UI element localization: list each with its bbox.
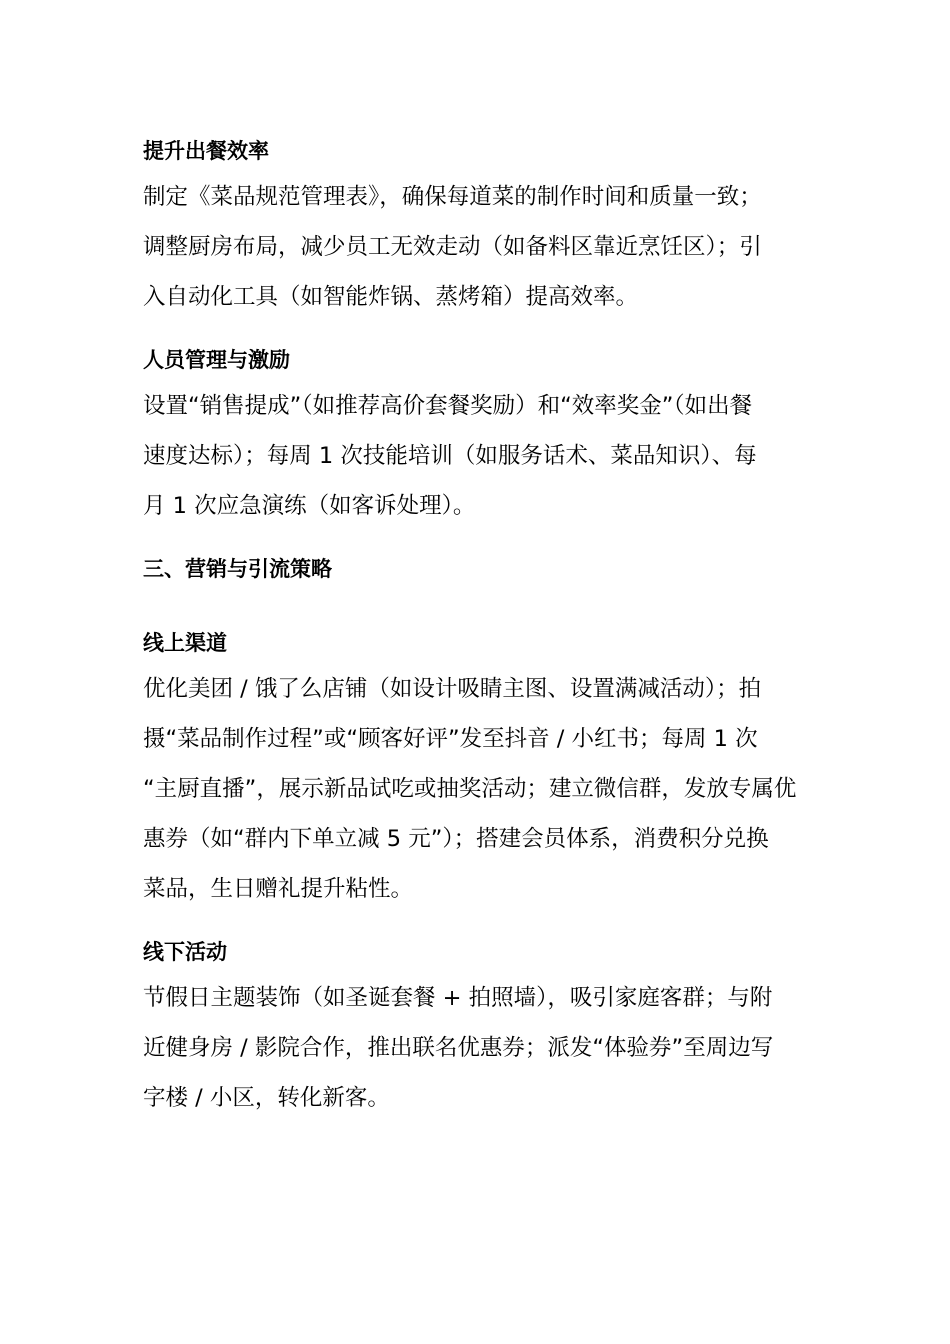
- paragraph-line: 惠券（如“群内下单立减 5 元”）；搭建会员体系，消费积分兑换: [143, 826, 769, 852]
- section-heading-offline: 线下活动: [143, 940, 227, 964]
- paragraph-line: “主厨直播”，展示新品试吃或抽奖活动；建立微信群，发放专属优: [143, 776, 797, 802]
- paragraph-offline: [143, 973, 809, 1123]
- paragraph-line: 入自动化工具（如智能炸锅、蒸烤箱）提高效率。: [143, 284, 639, 310]
- document-page: [143, 136, 809, 1123]
- paragraph-online: [143, 664, 809, 914]
- section-heading-staff: 人员管理与激励: [143, 348, 290, 372]
- paragraph-staff: [143, 381, 809, 531]
- paragraph-line: 速度达标）；每周 1 次技能培训（如服务话术、菜品知识）、每: [143, 443, 757, 469]
- paragraph-line: 设置“销售提成”（如推荐高价套餐奖励）和“效率奖金”（如出餐: [143, 393, 753, 419]
- paragraph-line: 优化美团 / 饿了么店铺（如设计吸睛主图、设置满减活动）；拍: [143, 676, 762, 702]
- paragraph-line: 近健身房 / 影院合作，推出联名优惠券；派发“体验券”至周边写: [143, 1035, 774, 1061]
- paragraph-line: 月 1 次应急演练（如客诉处理）。: [143, 493, 476, 519]
- paragraph-line: 节假日主题装饰（如圣诞套餐 + 拍照墙），吸引家庭客群；与附: [143, 985, 773, 1011]
- paragraph-line: 字楼 / 小区，转化新客。: [143, 1085, 390, 1111]
- section-heading-online: 线上渠道: [143, 631, 227, 655]
- major-heading-marketing: 三、营销与引流策略: [143, 557, 332, 581]
- paragraph-line: 调整厨房布局，减少员工无效走动（如备料区靠近烹饪区）；引: [143, 234, 762, 260]
- paragraph-line: 菜品，生日赠礼提升粘性。: [143, 876, 414, 902]
- section-heading-efficiency: 提升出餐效率: [143, 139, 269, 163]
- paragraph-line: 摄“菜品制作过程”或“顾客好评”发至抖音 / 小红书；每周 1 次: [143, 726, 758, 752]
- paragraph-efficiency: [143, 172, 809, 322]
- paragraph-line: 制定《菜品规范管理表》，确保每道菜的制作时间和质量一致；: [143, 184, 762, 210]
